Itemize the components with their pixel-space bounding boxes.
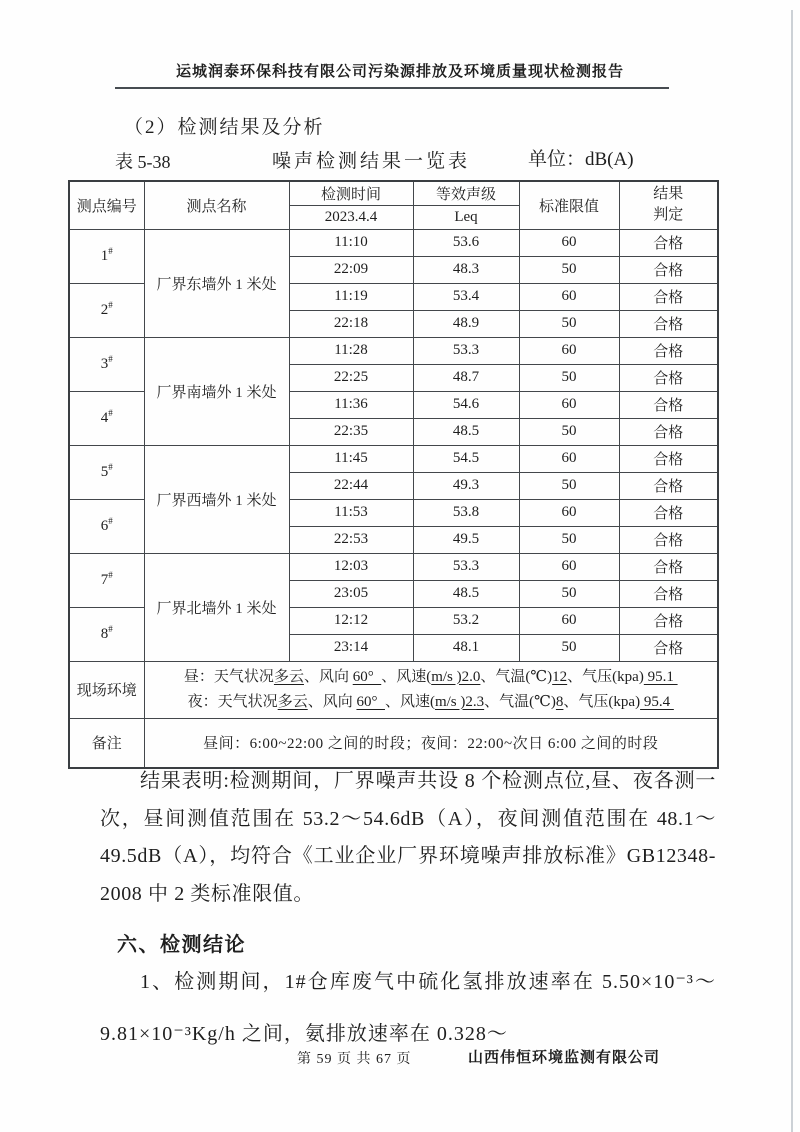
time-cell: 22:09: [289, 256, 413, 283]
point-id-cell: [69, 337, 144, 391]
env-day-line: [147, 665, 716, 690]
report-header-title: 运城润泰环保科技有限公司污染源排放及环境质量现状检测报告: [175, 64, 624, 80]
limit-cell: 60: [519, 607, 619, 634]
point-id: 3: [100, 355, 109, 372]
point-id-sup: #: [108, 245, 113, 256]
point-id: 8: [100, 625, 109, 642]
time-cell: 11:19: [289, 283, 413, 310]
location-cell: 厂界西墙外 1 米处: [144, 445, 289, 553]
remark-label: 备注: [69, 718, 144, 768]
limit-cell: 50: [519, 634, 619, 661]
time-cell: 22:25: [289, 364, 413, 391]
text-segment: 、风向: [307, 693, 357, 710]
point-id-cell: [69, 229, 144, 283]
noise-results-table: [68, 180, 719, 769]
header-result-line2: 判定: [653, 207, 684, 224]
limit-cell: 50: [519, 580, 619, 607]
result-cell: 合格: [619, 580, 718, 607]
leq-cell: 53.8: [413, 499, 519, 526]
time-cell: 11:53: [289, 499, 413, 526]
time-cell: 22:53: [289, 526, 413, 553]
scan-page-edge: [791, 10, 793, 1132]
header-rule: [115, 87, 669, 89]
result-cell: 合格: [619, 337, 718, 364]
point-id-cell: [69, 283, 144, 337]
result-cell: 合格: [619, 310, 718, 337]
point-id: 5: [100, 463, 109, 480]
point-id-sup: #: [108, 299, 113, 310]
limit-cell: 50: [519, 526, 619, 553]
remark-row: [69, 718, 718, 768]
time-cell: 11:45: [289, 445, 413, 472]
result-cell: 合格: [619, 283, 718, 310]
point-id: 6: [100, 517, 109, 534]
point-id-sup: #: [108, 515, 113, 526]
limit-cell: 50: [519, 472, 619, 499]
text-segment: 60°: [356, 693, 385, 710]
text-segment: 、气压(kpa): [567, 668, 644, 685]
table-row: [69, 337, 718, 364]
time-cell: 23:05: [289, 580, 413, 607]
leq-cell: 54.5: [413, 445, 519, 472]
leq-cell: 48.5: [413, 580, 519, 607]
time-cell: 12:12: [289, 607, 413, 634]
text-segment: 12: [552, 668, 568, 685]
location-cell: 厂界南墙外 1 米处: [144, 337, 289, 445]
result-cell: 合格: [619, 256, 718, 283]
text-segment: 60°: [352, 668, 382, 685]
time-cell: 22:35: [289, 418, 413, 445]
leq-cell: 53.3: [413, 337, 519, 364]
table-row: [69, 445, 718, 472]
text-segment: 95.4: [640, 693, 674, 710]
result-cell: 合格: [619, 553, 718, 580]
leq-cell: 54.6: [413, 391, 519, 418]
result-cell: 合格: [619, 364, 718, 391]
header-point-id: 测点编号: [69, 181, 144, 229]
text-segment: 8: [555, 693, 564, 710]
limit-cell: 50: [519, 310, 619, 337]
leq-cell: 53.2: [413, 607, 519, 634]
limit-cell: 60: [519, 391, 619, 418]
result-cell: 合格: [619, 472, 718, 499]
leq-cell: 49.5: [413, 526, 519, 553]
text-segment: 、风向: [303, 668, 353, 685]
text-segment: 、风速(: [381, 668, 432, 685]
table-row: [69, 229, 718, 256]
result-cell: 合格: [619, 418, 718, 445]
leq-cell: 53.3: [413, 553, 519, 580]
time-cell: 23:14: [289, 634, 413, 661]
result-cell: 合格: [619, 526, 718, 553]
limit-cell: 50: [519, 256, 619, 283]
text-segment: 多云: [277, 693, 308, 710]
point-id: 4: [100, 409, 109, 426]
time-cell: 22:44: [289, 472, 413, 499]
text-segment: 多云: [273, 668, 304, 685]
time-cell: 11:36: [289, 391, 413, 418]
header-result-line1: 结果: [653, 186, 684, 203]
leq-cell: 49.3: [413, 472, 519, 499]
result-cell: 合格: [619, 607, 718, 634]
limit-cell: 60: [519, 229, 619, 256]
point-id-cell: [69, 607, 144, 661]
table-header-row: [69, 181, 718, 205]
text-segment: 95.1: [643, 668, 678, 685]
text-segment: 、气温(℃): [480, 668, 553, 685]
conclusion-heading: 六、检测结论: [117, 934, 246, 956]
point-id-cell: [69, 445, 144, 499]
point-id-sup: #: [108, 407, 113, 418]
limit-cell: 50: [519, 418, 619, 445]
header-leq: 等效声级: [413, 181, 519, 205]
leq-cell: 48.5: [413, 418, 519, 445]
limit-cell: 60: [519, 499, 619, 526]
env-night-line: [147, 690, 716, 715]
time-cell: 12:03: [289, 553, 413, 580]
result-cell: 合格: [619, 445, 718, 472]
result-cell: 合格: [619, 391, 718, 418]
result-cell: 合格: [619, 634, 718, 661]
point-id-sup: #: [108, 461, 113, 472]
limit-cell: 60: [519, 445, 619, 472]
location-cell: 厂界东墙外 1 米处: [144, 229, 289, 337]
point-id-sup: #: [108, 569, 113, 580]
site-environment-row: [69, 661, 718, 718]
point-id: 1: [100, 247, 109, 264]
leq-cell: 53.6: [413, 229, 519, 256]
conclusion-paragraph: 1、检测期间，1#仓库废气中硫化氢排放速率在 5.50×10⁻³～9.81×10⁻³Kg/h 之间，氨排放速率在 0.328～: [100, 971, 716, 1045]
text-segment: 昼：天气状况: [183, 668, 274, 685]
leq-cell: 48.1: [413, 634, 519, 661]
point-id: 2: [100, 301, 109, 318]
header-limit: 标准限值: [519, 181, 619, 229]
text-segment: 夜：天气状况: [187, 693, 278, 710]
text-segment: m/s )2.0: [431, 668, 481, 685]
time-cell: 11:10: [289, 229, 413, 256]
table-row: [69, 553, 718, 580]
header-result: [619, 181, 718, 229]
summary-paragraph: 结果表明:检测期间，厂界噪声共设 8 个检测点位,昼、夜各测一次，昼间测值范围在 53.2～54.6dB（A），夜间测值范围在 48.1～49.5dB（A），均符合《工业企业厂界环境噪声排放标准》GB12348-2008 中 2 类标准限值。: [100, 770, 716, 905]
point-id: 7: [100, 571, 109, 588]
point-id-sup: #: [108, 353, 113, 364]
section-title: （2）检测结果及分析: [124, 117, 325, 138]
leq-cell: 53.4: [413, 283, 519, 310]
leq-cell: 48.7: [413, 364, 519, 391]
leq-cell: 48.3: [413, 256, 519, 283]
text-segment: 、气温(℃): [484, 693, 556, 710]
site-environment-label: 现场环境: [69, 661, 144, 718]
text-segment: m/s )2.3: [434, 693, 485, 710]
header-date: 2023.4.4: [289, 205, 413, 229]
point-id-sup: #: [108, 623, 113, 634]
time-cell: 22:18: [289, 310, 413, 337]
result-cell: 合格: [619, 499, 718, 526]
table-title: 噪声检测结果一览表: [272, 151, 471, 172]
header-leq-sub: Leq: [413, 205, 519, 229]
limit-cell: 60: [519, 337, 619, 364]
point-id-cell: [69, 499, 144, 553]
point-id-cell: [69, 391, 144, 445]
limit-cell: 50: [519, 364, 619, 391]
limit-cell: 60: [519, 553, 619, 580]
limit-cell: 60: [519, 283, 619, 310]
header-point-name: 测点名称: [144, 181, 289, 229]
point-id-cell: [69, 553, 144, 607]
time-cell: 11:28: [289, 337, 413, 364]
leq-cell: 48.9: [413, 310, 519, 337]
table-number-label: 表 5-38: [115, 152, 171, 172]
text-segment: 、气压(kpa): [563, 693, 641, 710]
text-segment: 、风速(: [384, 693, 435, 710]
result-cell: 合格: [619, 229, 718, 256]
header-time: 检测时间: [289, 181, 413, 205]
remark-cell: 昼间：6:00~22:00 之间的时段；夜间：22:00~次日 6:00 之间的时段: [144, 718, 718, 768]
site-environment-cell: [144, 661, 718, 718]
footer-page-number: 第 59 页 共 67 页: [297, 1052, 412, 1067]
footer-company-name: 山西伟恒环境监测有限公司: [468, 1050, 661, 1066]
location-cell: 厂界北墙外 1 米处: [144, 553, 289, 661]
table-unit-label: 单位：dB(A): [528, 149, 634, 170]
